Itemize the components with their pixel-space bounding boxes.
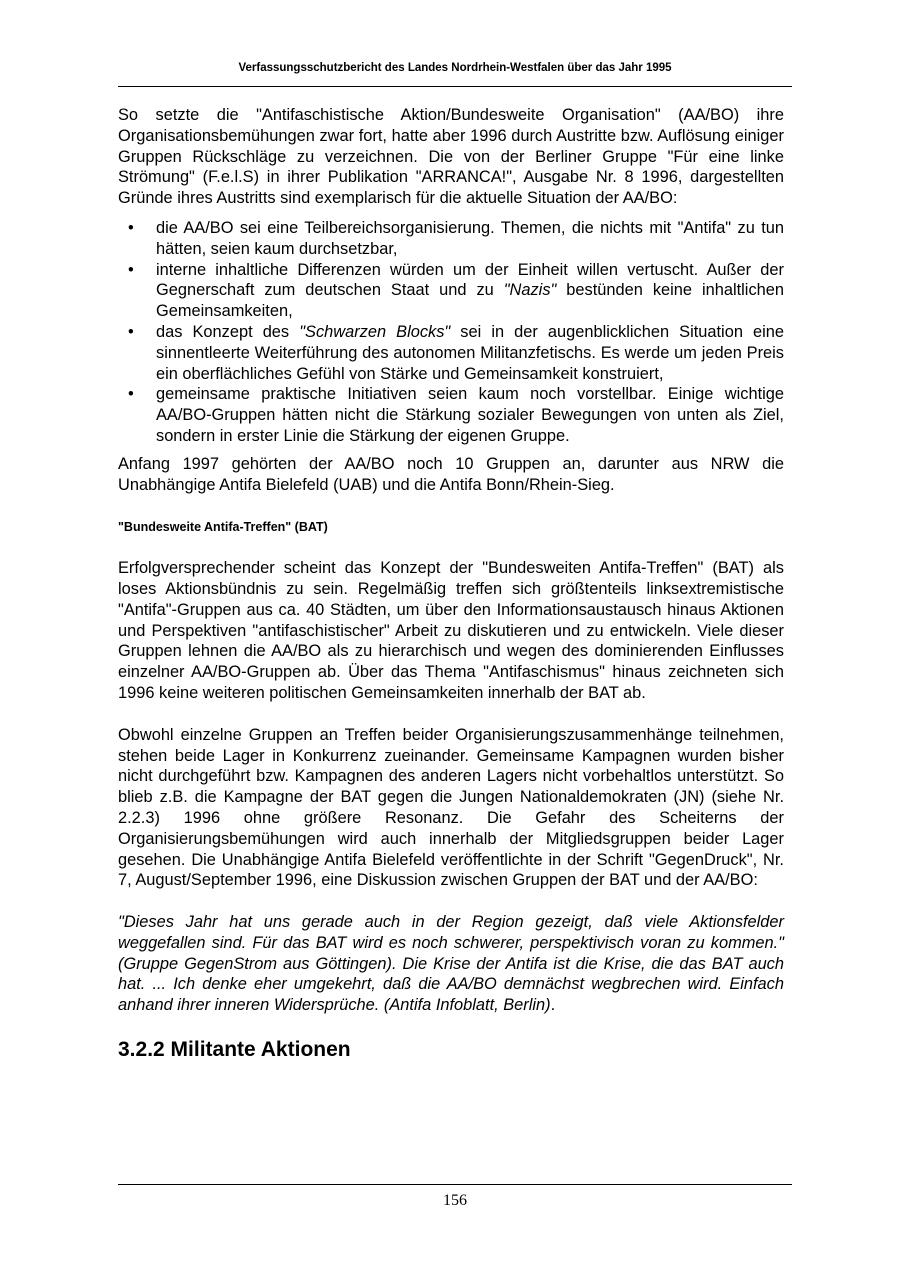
page-number: 156 bbox=[443, 1192, 467, 1209]
emphasis: "Nazis" bbox=[503, 281, 557, 300]
quote-text: "Dieses Jahr hat uns gerade auch in der Region gezeigt, daß viele Aktionsfelder weggefallen sind. Für das BAT wird es noch schwerer, perspektivisch voran zu kommen." (Gruppe GegenStrom aus Göttingen). Die Krise der Antifa ist die Krise, die das BAT auch hat. ... Ich denke eher umgekehrt, daß die AA/BO demnächst wegbrechen wird. Einfach anhand ihrer inneren Widersprüche. (Antifa Infoblatt, Berlin) bbox=[118, 913, 784, 1015]
quote-paragraph bbox=[118, 912, 784, 1016]
list-item bbox=[118, 260, 784, 322]
quote-period: . bbox=[550, 996, 556, 1015]
bullet-icon: • bbox=[128, 322, 134, 341]
intro-paragraph: So setzte die "Antifaschistische Aktion/Bundesweite Organisation" (AA/BO) ihre Organisationsbemühungen zwar fort, hatte aber 1996 durch Austritte bzw. Auflösung einiger Gruppen Rückschläge zu verzeichnen. Die von der Berliner Gruppe "Für eine linke Strömung" (F.e.l.S) in ihrer Publikation "ARRANCA!", Ausgabe Nr. 8 1996, dargestellten Gründe ihres Austritts sind exemplarisch für die aktuelle Situation der AA/BO: bbox=[118, 106, 784, 208]
footer-rule bbox=[118, 1184, 792, 1185]
section-title: 3.2.2 Militante Aktionen bbox=[118, 1038, 351, 1062]
bat-paragraph: Erfolgversprechender scheint das Konzept der "Bundesweiten Antifa-Treffen" (BAT) als loses Aktionsbündnis zu sein. Regelmäßig treffen sich größtenteils linksextremistische "Antifa"-Gruppen aus ca. 40 Städten, um über den Informationsaustausch hinaus Aktionen und Perspektiven "antifaschistischer" Arbeit zu diskutieren und zu entwickeln. Viele dieser Gruppen lehnen die AA/BO als zu hierarchisch und wegen des dominierenden Einflusses einzelner AA/BO-Gruppen ab. Über das Thema "Antifaschismus" hinaus zeichneten sich 1996 keine weiteren politischen Gemeinsamkeiten innerhalb der BAT ab. bbox=[118, 559, 784, 702]
bullet-list bbox=[118, 218, 784, 447]
list-item bbox=[118, 218, 784, 260]
running-header: Verfassungsschutzbericht des Landes Nordrhein-Westfalen über das Jahr 1995 bbox=[238, 62, 672, 74]
header-rule bbox=[118, 86, 792, 87]
subheading: "Bundesweite Antifa-Treffen" (BAT) bbox=[118, 520, 328, 535]
list-item bbox=[118, 384, 784, 446]
after-list-paragraph: Anfang 1997 gehörten der AA/BO noch 10 Gruppen an, darunter aus NRW die Unabhängige Antifa Bielefeld (UAB) und die Antifa Bonn/Rhein-Sieg. bbox=[118, 454, 784, 494]
bullet-icon: • bbox=[128, 385, 134, 404]
konkurrenz-paragraph: Obwohl einzelne Gruppen an Treffen beider Organisierungszusammenhänge teilnehmen, stehen beide Lager in Konkurrenz zueinander. Gemeinsame Kampagnen wurden bisher nicht durchgeführt bzw. Kampagnen des anderen Lagers nicht vorbehaltlos unterstützt. So blieb z.B. die Kampagne der BAT gegen die Jungen Nationaldemokraten (JN) (siehe Nr. 2.2.3) 1996 ohne größere Resonanz. Die Gefahr des Scheiterns der Organisierungsbemühungen wird auch innerhalb der Mitgliedsgruppen beider Lager gesehen. Die Unabhängige Antifa Bielefeld veröffentlichte in der Schrift "GegenDruck", Nr. 7, August/September 1996, eine Diskussion zwischen Gruppen der BAT und der AA/BO: bbox=[118, 725, 784, 890]
list-item-text: die AA/BO sei eine Teilbereichsorganisierung. Themen, die nichts mit "Antifa" zu tun hätten, seien kaum durchsetzbar, bbox=[156, 218, 784, 258]
list-item-text: bestünden keine inhaltlichen Gemeinsamkeiten, bbox=[156, 281, 784, 321]
bullet-icon: • bbox=[128, 260, 134, 279]
emphasis: "Schwarzen Blocks" bbox=[299, 322, 451, 341]
list-item-text: sei in der augenblicklichen Situation eine sinnentleerte Weiterführung des autonomen Militanzfetischs. Es werde um jeden Preis ein oberflächliches Gefühl von Stärke und Gemeinsamkeit konstruiert, bbox=[156, 322, 784, 383]
list-item-text: gemeinsame praktische Initiativen seien kaum noch vorstellbar. Einige wichtige AA/BO-Gruppen hätten nicht die Stärkung sozialer Bewegungen von unten als Ziel, sondern in erster Linie die Stärkung der eigenen Gruppe. bbox=[156, 385, 784, 445]
list-item-text: interne inhaltliche Differenzen würden um der Einheit willen vertuscht. Außer der Gegnerschaft zum deutschen Staat und zu bbox=[156, 260, 784, 300]
list-item-text: das Konzept des bbox=[156, 322, 300, 341]
list-item bbox=[118, 322, 784, 384]
bullet-icon: • bbox=[128, 218, 134, 237]
page-body bbox=[118, 105, 784, 1063]
